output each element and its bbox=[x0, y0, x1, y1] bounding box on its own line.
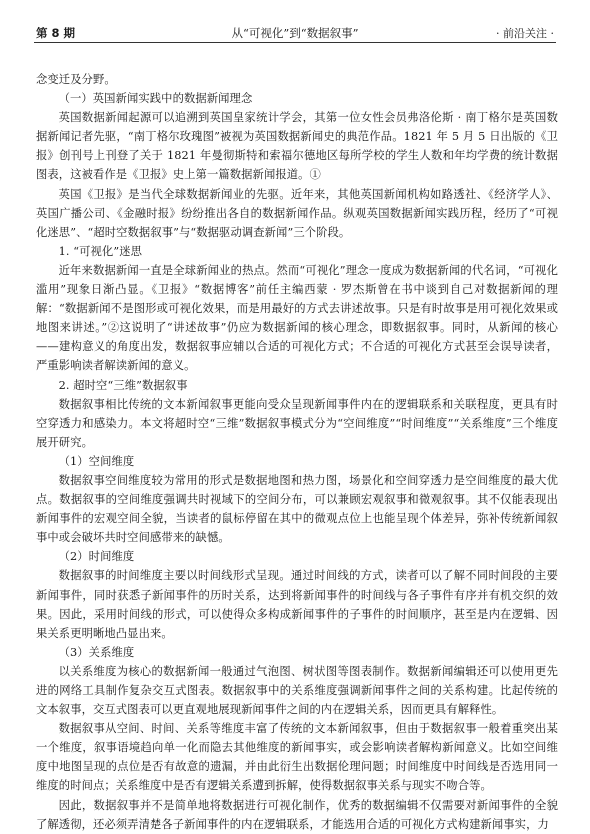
issue-number: 第 8 期 bbox=[36, 26, 76, 40]
running-header bbox=[34, 22, 556, 43]
paragraph: 英国数据新闻起源可以追溯到英国皇家统计学会，其第一位女性会员弗洛伦斯 · 南丁格尔是英国数据新闻记者先驱，“南丁格尔玫瑰图”被视为英国数据新闻史的典范作品。1821 年 5 月 5 日出版的《卫报》创刊号上刊登了关于 1821 年曼彻斯特和索福尔德地区每所学校的学生人数和年均学费的统计数据图表，这被看作是《卫报》史上第一篇数据新闻报道。① bbox=[36, 111, 558, 182]
subsection-heading: 1. “可视化”迷思 bbox=[58, 244, 142, 258]
paragraph: 数据叙事相比传统的文本新闻叙事更能向受众呈现新闻事件内在的逻辑联系和关联程度，更具有时空穿透力和感染力。本文将超时空“三维”数据叙事模式分为“空间维度”“时间维度”“关系维度”三个维度展开研究。 bbox=[36, 397, 558, 449]
section-heading: （一）英国新闻实践中的数据新闻理念 bbox=[58, 92, 253, 106]
sub-subsection-heading: （3）关系维度 bbox=[58, 645, 135, 659]
article-body bbox=[36, 70, 558, 834]
subsection-heading: 2. 超时空“三维”数据叙事 bbox=[58, 378, 188, 392]
paragraph: 以关系维度为核心的数据新闻一般通过气泡图、树状图等图表制作。数据新闻编辑还可以使用更先进的网络工具制作复杂交互式图表。数据叙事中的关系维度强调新闻事件之间的关系构建。比起传统的文本叙事，交互式图表可以更直观地展现新闻事件之间的内在逻辑关系，因而更具有解释性。 bbox=[36, 664, 558, 717]
sub-subsection-heading: （2）时间维度 bbox=[58, 550, 135, 564]
paragraph: 近年来数据新闻一直是全球新闻业的热点。然而“可视化”理念一度成为数据新闻的代名词，“可视化滥用”现象日渐凸显。《卫报》“数据博客”前任主编西蒙 · 罗杰斯曾在书中谈到自己对数据新闻的理解：“数据新闻不是图形或可视化效果，而是用最好的方式去讲述故事。只是有时故事是用可视化效果或地图来讲述。”②这说明了“讲述故事”仍应为数据新闻的核心理念，即数据叙事。同时，从新闻的核心——建构意义的角度出发，数据叙事应辅以合适的可视化方式；不合适的可视化方式甚至会误导读者，严重影响读者解读新闻的意义。 bbox=[36, 263, 558, 373]
article-title: 从“可视化”到“数据叙事” bbox=[231, 26, 359, 40]
paragraph: 数据叙事从空间、时间、关系等维度丰富了传统的文本新闻叙事，但由于数据叙事一般着重突出某一个维度，叙事语境趋向单一化而隐去其他维度的新闻事实，或会影响读者解构新闻意义。比如空间维度中地图呈现的点位是否有故意的遗漏，并由此衍生出数据伦理问题；时间维度中时间线是否选用同一维度的时间点；关系维度中是否有逻辑关系遭到拆解，使得数据叙事关系与现实不吻合等。 bbox=[36, 722, 558, 793]
paragraph: 英国《卫报》是当代全球数据新闻业的先驱。近年来，其他英国新闻机构如路透社、《经济学人》、英国广播公司、《金融时报》纷纷推出各自的数据新闻作品。纵观英国数据新闻实践历程，经历了“可视化迷思”、“超时空数据叙事”与“数据驱动调查新闻”三个阶段。 bbox=[36, 187, 558, 239]
column-name: · 前沿关注 · bbox=[496, 27, 554, 40]
sub-subsection-heading: （1）空间维度 bbox=[58, 454, 135, 468]
paragraph: 数据叙事空间维度较为常用的形式是数据地图和热力图，场景化和空间穿透力是空间维度的最大优点。数据叙事的空间维度强调共时视域下的空间分布，可以兼顾宏观叙事和微观叙事。其不仅能表现出新闻事件的宏观空间全貌，当读者的鼠标停留在其中的微观点位上也能呈现个体差异，弥补传统新闻叙事中或会破坏共时空间感带来的缺憾。 bbox=[36, 473, 558, 545]
paragraph: 念变迁及分野。 bbox=[36, 73, 116, 86]
paragraph: 因此，数据叙事并不是简单地将数据进行可视化制作，优秀的数据编辑不仅需要对新闻事件的全貌了解透彻，还必须弄清楚各子新闻事件的内在逻辑联系，才能选用合适的可视化方式构建新闻事实，力 bbox=[36, 798, 558, 831]
paragraph: 数据叙事的时间维度主要以时间线形式呈现。通过时间线的方式，读者可以了解不同时间段的主要新闻事件，同时获悉子新闻事件的历时关系，达到将新闻事件的时间线与各子事件有序并有机交织的效果。因此，采用时间线的形式，可以使得众多构成新闻事件的子事件的时间顺序，甚至是内在逻辑、因果关系更明晰地凸显出来。 bbox=[36, 569, 558, 640]
